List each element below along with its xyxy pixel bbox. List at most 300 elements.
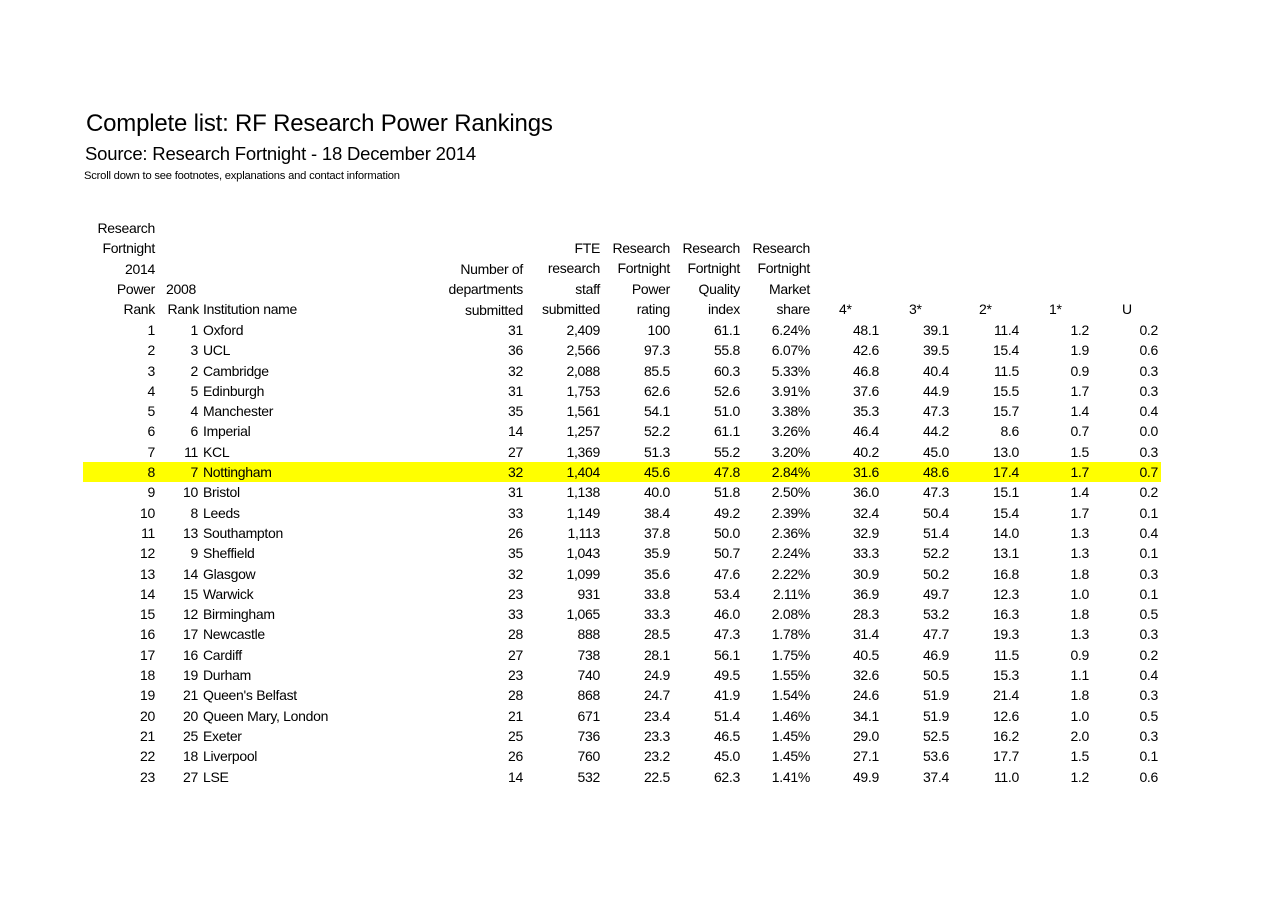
cell-institution: Warwick	[203, 585, 254, 602]
cell-2-star: 8.6	[1000, 423, 1019, 440]
cell-rank-2014: 5	[147, 403, 155, 420]
cell-2-star: 15.4	[992, 504, 1019, 521]
cell-4-star: 36.0	[852, 484, 879, 501]
cell-rank-2008: 15	[183, 585, 198, 602]
cell-institution: Edinburgh	[203, 382, 265, 399]
cell-power-rating: 22.5	[643, 768, 670, 785]
cell-market-share: 2.24%	[771, 545, 810, 562]
cell-1-star: 0.9	[1070, 646, 1089, 663]
cell-power-rating: 97.3	[643, 342, 670, 359]
table-row-highlighted	[83, 462, 1161, 482]
cell-4-star: 48.1	[852, 322, 879, 338]
cell-4-star: 33.3	[852, 545, 879, 562]
cell-rank-2008: 16	[183, 646, 198, 663]
cell-rank-2008: 27	[183, 768, 198, 785]
cell-rank-2008: 14	[183, 565, 198, 582]
cell-power-rating: 51.3	[643, 443, 670, 460]
cell-institution: Nottingham	[203, 464, 272, 481]
cell-departments: 35	[508, 403, 523, 420]
cell-1-star: 1.0	[1070, 585, 1089, 602]
cell-fte: 1,065	[566, 606, 600, 623]
cell-departments: 14	[508, 423, 523, 440]
cell-unclassified: 0.3	[1139, 362, 1158, 379]
cell-1-star: 1.4	[1070, 403, 1089, 420]
cell-unclassified: 0.6	[1139, 342, 1158, 359]
cell-market-share: 1.54%	[771, 687, 810, 704]
cell-3-star: 39.5	[922, 342, 949, 359]
cell-institution: Queen's Belfast	[203, 687, 297, 704]
cell-rank-2014: 7	[147, 443, 155, 460]
cell-rank-2014: 15	[140, 606, 155, 623]
cell-departments: 25	[508, 727, 523, 744]
cell-departments: 23	[508, 585, 523, 602]
cell-1-star: 1.0	[1070, 707, 1089, 724]
scroll-note: Scroll down to see footnotes, explanations and contact information	[84, 170, 400, 182]
cell-3-star: 47.7	[922, 626, 949, 643]
cell-power-rating: 23.2	[643, 748, 670, 765]
table-row	[83, 645, 1161, 665]
cell-market-share: 2.39%	[771, 504, 810, 521]
cell-rank-2014: 6	[147, 423, 155, 440]
cell-departments: 27	[508, 646, 523, 663]
cell-market-share: 2.08%	[771, 606, 810, 623]
cell-2-star: 11.4	[993, 322, 1019, 338]
cell-quality-index: 51.0	[713, 403, 740, 420]
cell-rank-2008: 5	[190, 382, 198, 399]
cell-rank-2014: 11	[141, 524, 155, 541]
cell-4-star: 32.9	[852, 524, 879, 541]
cell-institution: Durham	[203, 667, 251, 684]
cell-2-star: 21.4	[992, 687, 1019, 704]
cell-fte: 1,369	[566, 443, 600, 460]
cell-rank-2014: 22	[140, 748, 155, 765]
cell-rank-2014: 21	[140, 727, 155, 744]
cell-rank-2008: 12	[183, 606, 198, 623]
cell-2-star: 15.1	[992, 484, 1019, 501]
cell-rank-2008: 9	[190, 545, 198, 562]
cell-2-star: 17.7	[992, 748, 1019, 765]
cell-institution: Cambridge	[203, 362, 269, 379]
cell-1-star: 1.8	[1070, 687, 1089, 704]
cell-1-star: 2.0	[1070, 727, 1089, 744]
cell-quality-index: 41.9	[713, 687, 740, 704]
cell-2-star: 15.5	[992, 382, 1019, 399]
cell-fte: 1,753	[566, 382, 600, 399]
cell-power-rating: 62.6	[643, 382, 670, 399]
cell-fte: 1,257	[566, 423, 600, 440]
cell-4-star: 42.6	[852, 342, 879, 359]
cell-quality-index: 61.1	[713, 423, 740, 440]
cell-quality-index: 50.7	[713, 545, 740, 562]
cell-rank-2014: 18	[140, 667, 155, 684]
cell-quality-index: 51.8	[713, 484, 740, 501]
cell-3-star: 53.2	[922, 606, 949, 623]
cell-3-star: 44.9	[922, 382, 949, 399]
table-row	[83, 421, 1161, 441]
cell-fte: 868	[577, 687, 600, 704]
cell-quality-index: 46.5	[713, 727, 740, 744]
cell-institution: Queen Mary, London	[203, 707, 329, 724]
cell-4-star: 28.3	[852, 606, 879, 623]
table-row	[83, 381, 1161, 401]
cell-power-rating: 45.6	[643, 464, 670, 481]
cell-unclassified: 0.3	[1139, 727, 1158, 744]
cell-4-star: 31.6	[852, 464, 879, 481]
cell-rank-2008: 25	[183, 727, 198, 744]
cell-2-star: 11.0	[993, 768, 1019, 785]
cell-4-star: 40.2	[852, 443, 879, 460]
cell-institution: Oxford	[203, 322, 244, 338]
cell-power-rating: 33.8	[643, 585, 670, 602]
cell-2-star: 16.3	[992, 606, 1019, 623]
cell-departments: 27	[508, 443, 523, 460]
cell-rank-2008: 4	[190, 403, 198, 420]
cell-market-share: 1.45%	[771, 727, 810, 744]
cell-market-share: 2.36%	[771, 524, 810, 541]
cell-3-star: 44.2	[922, 423, 949, 440]
cell-institution: Bristol	[203, 484, 240, 501]
cell-rank-2014: 10	[140, 504, 155, 521]
cell-market-share: 1.78%	[771, 626, 810, 643]
cell-fte: 671	[577, 707, 600, 724]
cell-departments: 26	[508, 748, 523, 765]
cell-3-star: 51.4	[922, 524, 949, 541]
cell-institution: Exeter	[203, 727, 242, 744]
cell-fte: 1,099	[566, 565, 600, 582]
cell-departments: 26	[508, 524, 523, 541]
cell-rank-2008: 10	[183, 484, 198, 501]
cell-quality-index: 50.0	[713, 524, 740, 541]
cell-quality-index: 49.2	[713, 504, 740, 521]
cell-quality-index: 60.3	[713, 362, 740, 379]
cell-unclassified: 0.3	[1139, 565, 1158, 582]
cell-unclassified: 0.0	[1139, 423, 1158, 440]
cell-market-share: 1.45%	[771, 748, 810, 765]
table-row	[83, 665, 1161, 685]
table-row	[83, 442, 1161, 462]
cell-power-rating: 38.4	[643, 504, 670, 521]
cell-1-star: 1.7	[1070, 382, 1089, 399]
cell-unclassified: 0.4	[1139, 524, 1158, 541]
cell-fte: 931	[577, 585, 600, 602]
cell-1-star: 1.2	[1070, 768, 1089, 785]
cell-3-star: 39.1	[922, 322, 949, 338]
cell-institution: LSE	[203, 768, 229, 785]
cell-1-star: 1.1	[1070, 667, 1089, 684]
cell-quality-index: 49.5	[713, 667, 740, 684]
cell-quality-index: 52.6	[713, 382, 740, 399]
cell-market-share: 5.33%	[771, 362, 810, 379]
cell-institution: Southampton	[203, 524, 283, 541]
cell-2-star: 11.5	[993, 646, 1019, 663]
cell-rank-2008: 17	[183, 626, 198, 643]
cell-1-star: 1.3	[1070, 545, 1089, 562]
cell-1-star: 1.7	[1070, 504, 1089, 521]
header-2-star: 2*	[979, 301, 992, 317]
cell-rank-2014: 19	[140, 687, 155, 704]
cell-rank-2014: 14	[140, 585, 155, 602]
table-row	[83, 482, 1161, 502]
cell-market-share: 1.46%	[771, 707, 810, 724]
cell-4-star: 31.4	[852, 626, 879, 643]
header-rank-2014: Research Fortnight 2014 Power Rank	[97, 220, 155, 318]
cell-power-rating: 52.2	[643, 423, 670, 440]
rankings-table	[83, 320, 1161, 787]
cell-rank-2014: 16	[140, 626, 155, 643]
cell-unclassified: 0.6	[1139, 768, 1158, 785]
cell-power-rating: 33.3	[643, 606, 670, 623]
cell-4-star: 32.4	[852, 504, 879, 521]
cell-fte: 736	[577, 727, 600, 744]
cell-1-star: 0.7	[1070, 423, 1089, 440]
cell-3-star: 52.5	[922, 727, 949, 744]
cell-fte: 888	[577, 626, 600, 643]
cell-3-star: 47.3	[922, 484, 949, 501]
cell-rank-2008: 21	[183, 687, 198, 704]
cell-market-share: 2.84%	[771, 464, 810, 481]
header-1-star: 1*	[1049, 301, 1062, 317]
table-row	[83, 564, 1161, 584]
cell-3-star: 52.2	[922, 545, 949, 562]
cell-departments: 31	[508, 322, 523, 338]
cell-1-star: 1.4	[1070, 484, 1089, 501]
cell-departments: 31	[508, 382, 523, 399]
cell-3-star: 53.6	[922, 748, 949, 765]
table-row	[83, 706, 1161, 726]
cell-power-rating: 24.7	[643, 687, 670, 704]
header-unclassified: U	[1122, 301, 1132, 317]
table-row	[83, 320, 1161, 340]
cell-power-rating: 37.8	[643, 524, 670, 541]
cell-departments: 28	[508, 626, 523, 643]
table-row	[83, 624, 1161, 644]
cell-4-star: 40.5	[852, 646, 879, 663]
cell-power-rating: 100	[647, 322, 670, 338]
cell-power-rating: 23.4	[643, 707, 670, 724]
cell-3-star: 46.9	[922, 646, 949, 663]
cell-3-star: 51.9	[922, 707, 949, 724]
cell-rank-2008: 8	[190, 504, 198, 521]
cell-quality-index: 61.1	[713, 322, 740, 338]
cell-institution: Sheffield	[203, 545, 255, 562]
cell-unclassified: 0.1	[1139, 504, 1158, 521]
cell-rank-2008: 6	[190, 423, 198, 440]
header-4-star: 4*	[839, 301, 852, 317]
cell-1-star: 1.7	[1070, 464, 1089, 481]
cell-power-rating: 40.0	[643, 484, 670, 501]
cell-unclassified: 0.1	[1139, 748, 1158, 765]
cell-4-star: 46.4	[852, 423, 879, 440]
cell-institution: Imperial	[203, 423, 251, 440]
cell-4-star: 46.8	[852, 362, 879, 379]
header-institution: Institution name	[203, 301, 298, 317]
cell-quality-index: 55.8	[713, 342, 740, 359]
cell-quality-index: 56.1	[713, 646, 740, 663]
cell-rank-2014: 2	[147, 342, 155, 359]
table-row	[83, 340, 1161, 360]
cell-rank-2014: 13	[140, 565, 155, 582]
cell-unclassified: 0.3	[1139, 687, 1158, 704]
table-row	[83, 503, 1161, 523]
cell-rank-2008: 20	[183, 707, 198, 724]
cell-institution: UCL	[203, 342, 231, 359]
cell-rank-2008: 19	[183, 667, 198, 684]
cell-fte: 1,561	[566, 403, 600, 420]
cell-quality-index: 46.0	[713, 606, 740, 623]
cell-unclassified: 0.1	[1139, 585, 1158, 602]
cell-unclassified: 0.5	[1139, 606, 1158, 623]
cell-rank-2014: 17	[140, 646, 155, 663]
cell-2-star: 12.3	[992, 585, 1019, 602]
table-row	[83, 685, 1161, 705]
cell-institution: Cardiff	[203, 646, 242, 663]
cell-2-star: 16.8	[992, 565, 1019, 582]
cell-market-share: 6.07%	[771, 342, 810, 359]
cell-market-share: 1.75%	[771, 646, 810, 663]
cell-power-rating: 28.5	[643, 626, 670, 643]
cell-rank-2008: 1	[190, 322, 198, 338]
cell-fte: 740	[577, 667, 600, 684]
header-fte: FTE research staff submitted	[542, 240, 600, 317]
cell-fte: 2,088	[566, 362, 600, 379]
cell-rank-2014: 8	[147, 464, 155, 481]
cell-market-share: 1.41%	[771, 768, 810, 785]
cell-fte: 1,404	[566, 464, 600, 481]
cell-2-star: 13.1	[992, 545, 1019, 562]
cell-2-star: 14.0	[992, 524, 1019, 541]
cell-unclassified: 0.2	[1139, 322, 1158, 338]
cell-fte: 2,409	[566, 322, 600, 338]
source-line: Source: Research Fortnight - 18 December 2014	[85, 143, 477, 164]
cell-4-star: 49.9	[852, 768, 879, 785]
cell-departments: 33	[508, 606, 523, 623]
cell-market-share: 3.91%	[771, 382, 810, 399]
cell-rank-2014: 12	[140, 545, 155, 562]
cell-4-star: 32.6	[852, 667, 879, 684]
cell-4-star: 35.3	[852, 403, 879, 420]
cell-market-share: 6.24%	[771, 322, 810, 338]
cell-unclassified: 0.2	[1139, 646, 1158, 663]
cell-3-star: 37.4	[922, 768, 949, 785]
cell-unclassified: 0.4	[1139, 667, 1158, 684]
cell-3-star: 50.2	[922, 565, 949, 582]
cell-market-share: 2.50%	[771, 484, 810, 501]
cell-1-star: 1.8	[1070, 606, 1089, 623]
cell-1-star: 1.3	[1070, 626, 1089, 643]
cell-2-star: 11.5	[993, 362, 1019, 379]
cell-fte: 760	[577, 748, 600, 765]
cell-rank-2008: 7	[190, 464, 198, 481]
cell-departments: 23	[508, 667, 523, 684]
cell-power-rating: 54.1	[643, 403, 670, 420]
cell-power-rating: 35.6	[643, 565, 670, 582]
cell-unclassified: 0.7	[1139, 464, 1158, 481]
cell-1-star: 0.9	[1070, 362, 1089, 379]
cell-departments: 31	[508, 484, 523, 501]
cell-power-rating: 85.5	[643, 362, 670, 379]
table-row	[83, 726, 1161, 746]
cell-market-share: 1.55%	[771, 667, 810, 684]
cell-2-star: 13.0	[992, 443, 1019, 460]
cell-2-star: 17.4	[992, 464, 1019, 481]
cell-unclassified: 0.3	[1139, 443, 1158, 460]
cell-institution: Manchester	[203, 403, 274, 420]
cell-fte: 738	[577, 646, 600, 663]
cell-4-star: 34.1	[852, 707, 879, 724]
cell-departments: 21	[508, 707, 523, 724]
cell-rank-2008: 13	[183, 524, 198, 541]
cell-4-star: 36.9	[852, 585, 879, 602]
cell-fte: 1,043	[566, 545, 600, 562]
cell-rank-2008: 3	[190, 342, 198, 359]
header-3-star: 3*	[909, 301, 922, 317]
page-title: Complete list: RF Research Power Rankings	[86, 110, 553, 137]
table-row	[83, 604, 1161, 624]
cell-rank-2008: 2	[190, 362, 198, 379]
table-row	[83, 584, 1161, 604]
cell-unclassified: 0.4	[1139, 403, 1158, 420]
cell-3-star: 45.0	[922, 443, 949, 460]
cell-power-rating: 24.9	[643, 667, 670, 684]
cell-4-star: 30.9	[852, 565, 879, 582]
cell-unclassified: 0.3	[1139, 626, 1158, 643]
cell-rank-2014: 23	[140, 768, 155, 785]
cell-quality-index: 51.4	[713, 707, 740, 724]
cell-institution: Birmingham	[203, 606, 275, 623]
cell-departments: 36	[508, 342, 523, 359]
cell-1-star: 1.2	[1070, 322, 1089, 338]
cell-market-share: 3.38%	[771, 403, 810, 420]
cell-unclassified: 0.1	[1139, 545, 1158, 562]
cell-3-star: 50.5	[922, 667, 949, 684]
cell-2-star: 15.4	[992, 342, 1019, 359]
cell-2-star: 19.3	[992, 626, 1019, 643]
cell-power-rating: 35.9	[643, 545, 670, 562]
cell-3-star: 40.4	[922, 362, 949, 379]
cell-fte: 1,149	[566, 504, 600, 521]
cell-quality-index: 47.8	[713, 464, 740, 481]
cell-3-star: 48.6	[922, 464, 949, 481]
cell-rank-2014: 3	[147, 362, 155, 379]
cell-fte: 1,138	[566, 484, 600, 501]
cell-2-star: 16.2	[992, 727, 1019, 744]
header-departments: Number of departments submitted	[448, 261, 523, 318]
cell-unclassified: 0.2	[1139, 484, 1158, 501]
cell-quality-index: 47.3	[713, 626, 740, 643]
cell-market-share: 2.22%	[771, 565, 810, 582]
cell-fte: 2,566	[566, 342, 600, 359]
header-power-rating: Research Fortnight Power rating	[612, 240, 670, 317]
cell-3-star: 49.7	[922, 585, 949, 602]
table-row	[83, 767, 1161, 787]
header-rank-2008: 2008 Rank	[166, 281, 199, 318]
cell-4-star: 29.0	[852, 727, 879, 744]
cell-3-star: 50.4	[922, 504, 949, 521]
cell-1-star: 1.9	[1070, 342, 1089, 359]
cell-departments: 32	[508, 565, 523, 582]
cell-fte: 532	[577, 768, 600, 785]
header-market-share: Research Fortnight Market share	[752, 240, 810, 317]
cell-market-share: 3.20%	[771, 443, 810, 460]
cell-rank-2008: 18	[183, 748, 198, 765]
cell-quality-index: 55.2	[713, 443, 740, 460]
cell-departments: 28	[508, 687, 523, 704]
cell-quality-index: 53.4	[713, 585, 740, 602]
cell-unclassified: 0.3	[1139, 382, 1158, 399]
cell-institution: KCL	[203, 443, 230, 460]
cell-quality-index: 62.3	[713, 768, 740, 785]
cell-market-share: 2.11%	[772, 585, 810, 602]
